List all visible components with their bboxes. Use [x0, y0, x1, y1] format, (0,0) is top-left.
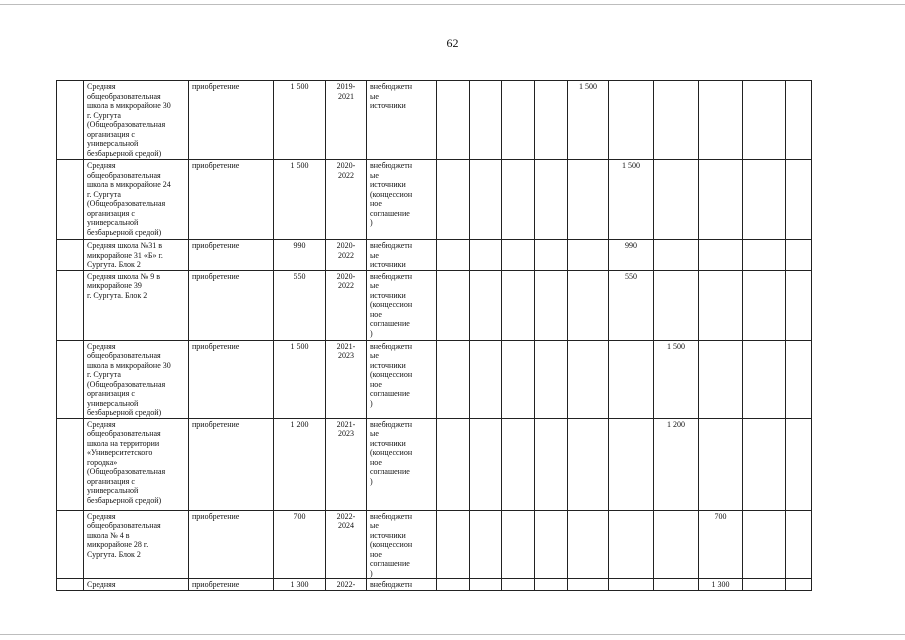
object-name-cell: Средняя [84, 579, 189, 591]
year-value-cell [437, 81, 470, 160]
object-name-cell: Средняя общеобразовательная школа в микрорайоне 30 г. Сургута (Общеобразовательная организация с универсальной безбарьерной средой) [84, 81, 189, 160]
scan-edge-top [0, 4, 905, 5]
object-name-cell: Средняя школа № 9 в микрорайоне 39 г. Сургута. Блок 2 [84, 270, 189, 340]
year-value-cell [654, 579, 699, 591]
year-value-cell [699, 240, 743, 271]
year-value-cell [568, 340, 609, 418]
year-value-cell [502, 240, 535, 271]
year-value-cell [568, 240, 609, 271]
period-cell: 2022- 2024 [326, 510, 367, 579]
year-value-cell: 550 [609, 270, 654, 340]
year-value-cell [535, 240, 568, 271]
period-cell: 2022- [326, 579, 367, 591]
year-value-cell [470, 160, 502, 240]
object-name-cell: Средняя общеобразовательная школа в микрорайоне 30 г. Сургута (Общеобразовательная организация с универсальной безбарьерной средой) [84, 340, 189, 418]
year-value-cell [502, 579, 535, 591]
funding-source-cell: внебюджетн ые источники (концессион ное соглашение ) [367, 418, 437, 510]
period-cell: 2021- 2023 [326, 340, 367, 418]
year-value-cell [699, 340, 743, 418]
table-row [57, 510, 812, 579]
table-row [57, 270, 812, 340]
year-value-cell [568, 579, 609, 591]
year-value-cell: 1 300 [699, 579, 743, 591]
funding-source-cell: внебюджетн ые источники [367, 240, 437, 271]
row-number-cell [57, 270, 84, 340]
funding-source-cell: внебюджетн ые источники (концессион ное соглашение ) [367, 160, 437, 240]
year-value-cell [535, 160, 568, 240]
year-value-cell [609, 510, 654, 579]
capacity-cell: 1 200 [274, 418, 326, 510]
year-value-cell [699, 160, 743, 240]
period-cell: 2019- 2021 [326, 81, 367, 160]
object-type-cell: приобретение [189, 340, 274, 418]
capacity-cell: 990 [274, 240, 326, 271]
year-value-cell: 1 500 [568, 81, 609, 160]
year-value-cell [786, 81, 812, 160]
object-type-cell: приобретение [189, 270, 274, 340]
year-value-cell [609, 418, 654, 510]
year-value-cell: 700 [699, 510, 743, 579]
year-value-cell [743, 270, 786, 340]
year-value-cell [699, 270, 743, 340]
object-type-cell: приобретение [189, 579, 274, 591]
scan-edge-bottom [0, 634, 905, 635]
year-value-cell [470, 240, 502, 271]
object-type-cell: приобретение [189, 510, 274, 579]
capacity-cell: 1 300 [274, 579, 326, 591]
year-value-cell [437, 240, 470, 271]
year-value-cell [743, 340, 786, 418]
year-value-cell [568, 510, 609, 579]
year-value-cell [743, 418, 786, 510]
year-value-cell [437, 579, 470, 591]
year-value-cell [568, 418, 609, 510]
page-number: 62 [446, 36, 459, 50]
year-value-cell [786, 270, 812, 340]
object-name-cell: Средняя общеобразовательная школа в микрорайоне 24 г. Сургута (Общеобразовательная организация с универсальной безбарьерной средой) [84, 160, 189, 240]
period-cell: 2020- 2022 [326, 160, 367, 240]
year-value-cell [535, 579, 568, 591]
year-value-cell [502, 340, 535, 418]
object-type-cell: приобретение [189, 81, 274, 160]
table-row [57, 81, 812, 160]
year-value-cell [743, 510, 786, 579]
year-value-cell [535, 418, 568, 510]
year-value-cell: 1 500 [609, 160, 654, 240]
year-value-cell [568, 270, 609, 340]
table-row [57, 240, 812, 271]
year-value-cell [654, 81, 699, 160]
year-value-cell [470, 510, 502, 579]
period-cell: 2021- 2023 [326, 418, 367, 510]
row-number-cell [57, 81, 84, 160]
capacity-cell: 700 [274, 510, 326, 579]
row-number-cell [57, 240, 84, 271]
year-value-cell [535, 81, 568, 160]
year-value-cell [502, 418, 535, 510]
year-value-cell [609, 340, 654, 418]
year-value-cell [743, 240, 786, 271]
capacity-cell: 1 500 [274, 81, 326, 160]
period-cell: 2020- 2022 [326, 270, 367, 340]
year-value-cell [786, 418, 812, 510]
year-value-cell [470, 340, 502, 418]
object-type-cell: приобретение [189, 240, 274, 271]
funding-source-cell: внебюджетн ые источники (концессион ное соглашение ) [367, 510, 437, 579]
year-value-cell [743, 160, 786, 240]
object-name-cell: Средняя школа №31 в микрорайоне 31 «Б» г. Сургута. Блок 2 [84, 240, 189, 271]
year-value-cell [654, 510, 699, 579]
year-value-cell [437, 340, 470, 418]
year-value-cell [535, 510, 568, 579]
table-row [57, 160, 812, 240]
funding-source-cell: внебюджетн ые источники (концессион ное соглашение ) [367, 340, 437, 418]
year-value-cell [437, 418, 470, 510]
year-value-cell: 990 [609, 240, 654, 271]
object-type-cell: приобретение [189, 418, 274, 510]
row-number-cell [57, 418, 84, 510]
year-value-cell [654, 160, 699, 240]
table-body [57, 81, 812, 591]
year-value-cell [609, 81, 654, 160]
year-value-cell [699, 81, 743, 160]
capacity-cell: 1 500 [274, 160, 326, 240]
year-value-cell [437, 160, 470, 240]
year-value-cell [786, 340, 812, 418]
year-value-cell [470, 270, 502, 340]
capacity-cell: 550 [274, 270, 326, 340]
year-value-cell [470, 418, 502, 510]
period-cell: 2020- 2022 [326, 240, 367, 271]
funding-source-cell: внебюджетн ые источники [367, 81, 437, 160]
year-value-cell [470, 579, 502, 591]
table-row [57, 579, 812, 591]
object-type-cell: приобретение [189, 160, 274, 240]
row-number-cell [57, 160, 84, 240]
year-value-cell [502, 510, 535, 579]
object-name-cell: Средняя общеобразовательная школа № 4 в микрорайоне 28 г. Сургута. Блок 2 [84, 510, 189, 579]
year-value-cell [654, 240, 699, 271]
year-value-cell [609, 579, 654, 591]
funding-source-cell: внебюджетн [367, 579, 437, 591]
year-value-cell [502, 81, 535, 160]
year-value-cell [437, 510, 470, 579]
year-value-cell [743, 81, 786, 160]
year-value-cell [786, 160, 812, 240]
year-value-cell [786, 240, 812, 271]
row-number-cell [57, 579, 84, 591]
year-value-cell [786, 510, 812, 579]
objects-table [56, 80, 812, 591]
year-value-cell: 1 200 [654, 418, 699, 510]
year-value-cell [470, 81, 502, 160]
year-value-cell [535, 340, 568, 418]
year-value-cell [502, 270, 535, 340]
row-number-cell [57, 510, 84, 579]
year-value-cell [535, 270, 568, 340]
year-value-cell: 1 500 [654, 340, 699, 418]
year-value-cell [654, 270, 699, 340]
object-name-cell: Средняя общеобразовательная школа на территории «Университетского городка» (Общеобразовательная организация с универсальной безбарьерной средой) [84, 418, 189, 510]
table-row [57, 340, 812, 418]
year-value-cell [743, 579, 786, 591]
table-row [57, 418, 812, 510]
year-value-cell [786, 579, 812, 591]
row-number-cell [57, 340, 84, 418]
funding-source-cell: внебюджетн ые источники (концессион ное соглашение ) [367, 270, 437, 340]
year-value-cell [568, 160, 609, 240]
capacity-cell: 1 500 [274, 340, 326, 418]
year-value-cell [699, 418, 743, 510]
year-value-cell [502, 160, 535, 240]
year-value-cell [437, 270, 470, 340]
